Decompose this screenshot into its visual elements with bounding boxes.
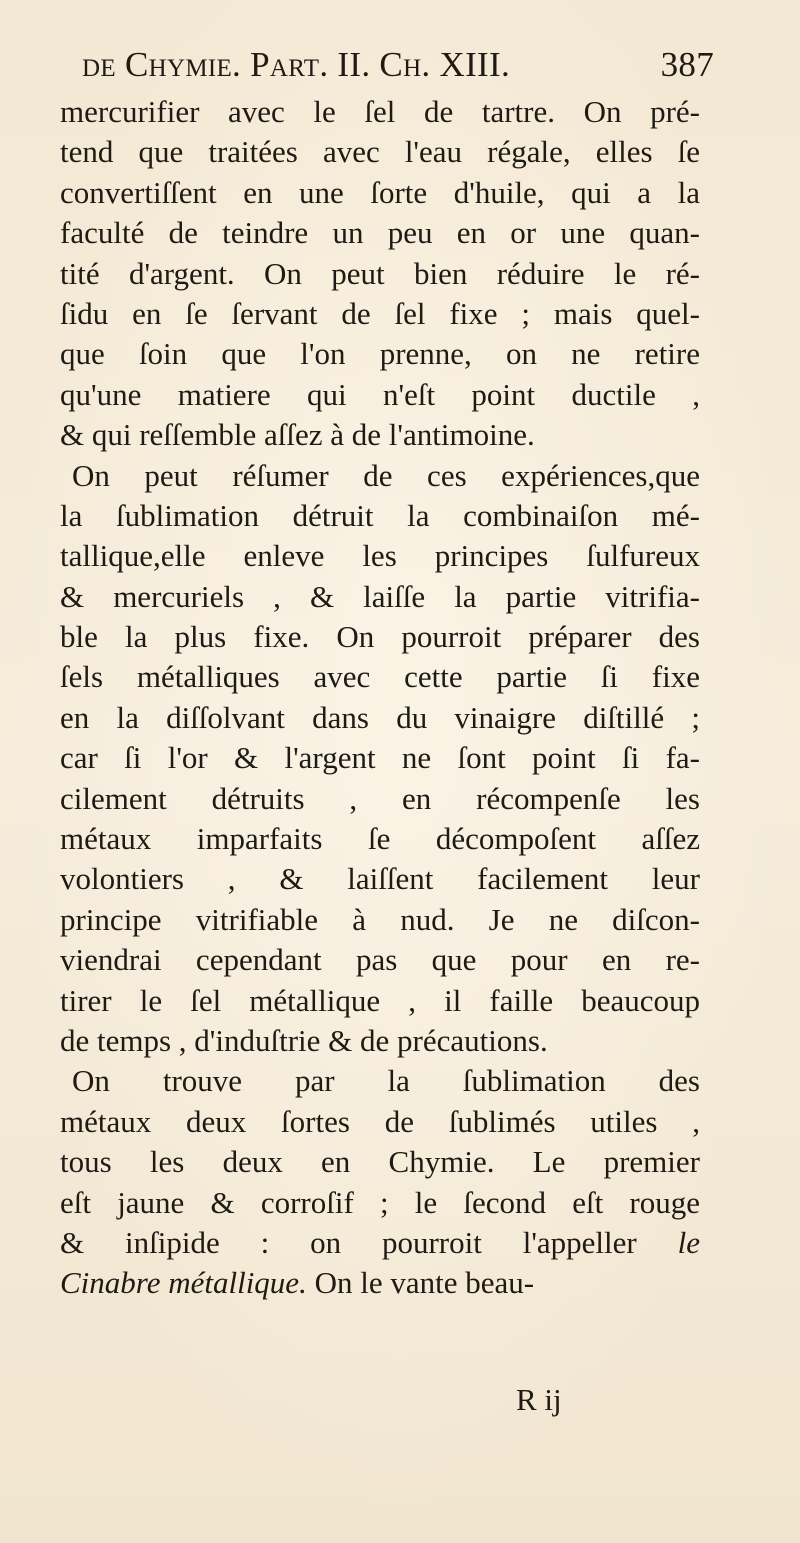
text-line: car ſi l'or & l'argent ne ſont point ſi fa- xyxy=(60,740,700,776)
signature-mark: R ij xyxy=(516,1382,562,1417)
running-header xyxy=(82,40,714,90)
text-line: On trouve par la ſublimation des xyxy=(72,1063,700,1099)
text-line: en la diſſolvant dans du vinaigre diſtillé ; xyxy=(60,699,700,735)
text-line: On peut réſumer de ces expériences,que xyxy=(72,457,700,493)
text-line: qu'une matiere qui n'eſt point ductile , xyxy=(60,376,700,412)
text-line: métaux imparfaits ſe décompoſent aſſez xyxy=(60,821,700,857)
text-line: tité d'argent. On peut bien réduire le ré- xyxy=(60,255,700,291)
text-line: tallique,elle enleve les principes ſulfureux xyxy=(60,538,700,574)
text-line: que ſoin que l'on prenne, on ne retire xyxy=(60,336,700,372)
text-line: ſidu en ſe ſervant de ſel fixe ; mais quel- xyxy=(60,295,700,331)
text-line: cilement détruits , en récompenſe les xyxy=(60,780,700,816)
text-line: tend que traitées avec l'eau régale, elles ſe xyxy=(60,134,700,170)
text-line: volontiers , & laiſſent facilement leur xyxy=(60,861,700,897)
text-line: eſt jaune & corroſif ; le ſecond eſt rouge xyxy=(60,1184,700,1220)
text-line: la ſublimation détruit la combinaiſon mé- xyxy=(60,497,700,533)
text-line: faculté de teindre un peu en or une quan- xyxy=(60,215,700,251)
text-run: & inſipide : on pourroit l'appeller xyxy=(60,1224,637,1260)
text-line: ſels métalliques avec cette partie ſi fixe xyxy=(60,659,700,695)
text-line: & qui reſſemble aſſez à de l'antimoine. xyxy=(60,417,535,453)
text-line: ble la plus fixe. On pourroit préparer des xyxy=(60,619,700,655)
text-line: principe vitrifiable à nud. Je ne diſcon- xyxy=(60,901,700,937)
italic-term: le xyxy=(677,1224,700,1260)
text-line xyxy=(60,1263,700,1303)
text-line: tous les deux en Chymie. Le premier xyxy=(60,1144,700,1180)
text-line: tirer le ſel métallique , il faille beaucoup xyxy=(60,982,700,1018)
text-line: mercurifier avec le ſel de tartre. On pré- xyxy=(60,94,700,129)
text-line: viendrai cependant pas que pour en re- xyxy=(60,942,700,978)
text-line xyxy=(60,1223,700,1263)
text-run: On le vante beau- xyxy=(314,1265,535,1301)
body-text xyxy=(60,92,700,1304)
text-line: & mercuriels , & laiſſe la partie vitrifia- xyxy=(60,578,700,614)
text-line: convertiſſent en une ſorte d'huile, qui a la xyxy=(60,174,700,210)
page-number: 387 xyxy=(660,45,714,84)
text-line: de temps , d'induſtrie & de précautions. xyxy=(60,1022,548,1058)
running-title: de Chymie. Part. II. Ch. XIII. xyxy=(82,45,511,84)
text-line: métaux deux ſortes de ſublimés utiles , xyxy=(60,1103,700,1139)
italic-term: Cinabre métallique. xyxy=(60,1265,307,1301)
